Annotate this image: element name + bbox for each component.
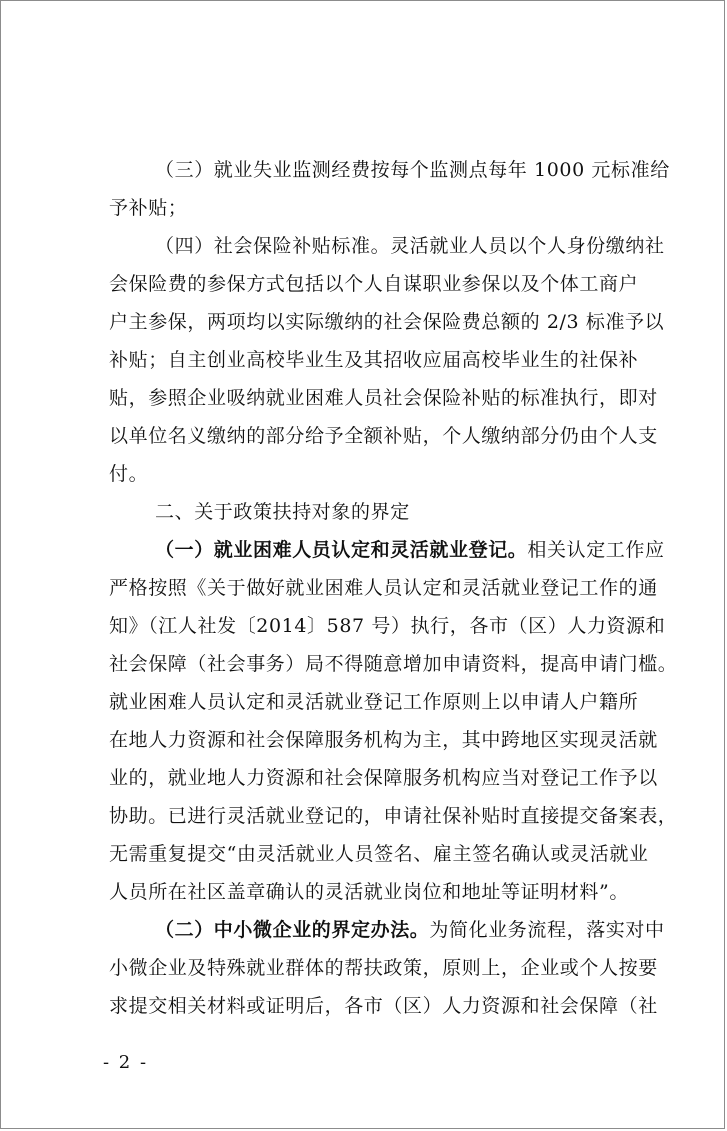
text-line: 会保险费的参保方式包括以个人自谋职业参保以及个体工商户: [109, 273, 639, 295]
text-line: 付。: [109, 463, 149, 485]
subsection-2-title: （二）中小微企业的界定办法。: [155, 919, 430, 941]
subsection-2-text: 为简化业务流程，落实对中: [429, 919, 665, 941]
section-heading: 二、关于政策扶持对象的界定: [155, 501, 410, 523]
text-line: 协助。已进行灵活就业登记的，申请社保补贴时直接提交备案表，: [109, 805, 678, 827]
subsection-1-text: 相关认定工作应: [527, 539, 665, 561]
text-line: 业的，就业地人力资源和社会保障服务机构应当对登记工作予以: [109, 767, 658, 789]
text-line: （四）社会保险补贴标准。灵活就业人员以个人身份缴纳社: [155, 235, 665, 257]
subsection-1-title: （一）就业困难人员认定和灵活就业登记。: [155, 539, 528, 561]
text-line: 户主参保，两项均以实际缴纳的社会保险费总额的 2/3 标准予以: [109, 311, 665, 333]
text-line: 就业困难人员认定和灵活就业登记工作原则上以申请人户籍所: [109, 691, 639, 713]
text-line: 严格按照《关于做好就业困难人员认定和灵活就业登记工作的通: [109, 577, 658, 599]
text-line: 小微企业及特殊就业群体的帮扶政策，原则上，企业或个人按要: [109, 957, 658, 979]
text-line: 予补贴；: [109, 197, 188, 219]
subsection-2-first-line: [155, 915, 665, 945]
text-line: 以单位名义缴纳的部分给予全额补贴，个人缴纳部分仍由个人支: [109, 425, 658, 447]
text-line: 在地人力资源和社会保障服务机构为主，其中跨地区实现灵活就: [109, 729, 658, 751]
subsection-1-first-line: [155, 535, 665, 565]
text-line: 贴，参照企业吸纳就业困难人员社会保险补贴的标准执行，即对: [109, 387, 658, 409]
text-line: 求提交相关材料或证明后，各市（区）人力资源和社会保障（社: [109, 995, 658, 1017]
text-line: 无需重复提交“由灵活就业人员签名、雇主签名确认或灵活就业: [109, 843, 649, 865]
text-line: （三）就业失业监测经费按每个监测点每年 1000 元标准给: [155, 159, 670, 181]
text-line: 社会保障（社会事务）局不得随意增加申请资料，提高申请门槛。: [109, 653, 678, 675]
text-line: 补贴；自主创业高校毕业生及其招收应届高校毕业生的社保补: [109, 349, 639, 371]
page-number: - 2 -: [103, 1052, 149, 1073]
text-line: 人员所在社区盖章确认的灵活就业岗位和地址等证明材料”。: [109, 881, 629, 903]
text-line: 知》（江人社发〔2014〕587 号）执行，各市（区）人力资源和: [109, 615, 666, 637]
